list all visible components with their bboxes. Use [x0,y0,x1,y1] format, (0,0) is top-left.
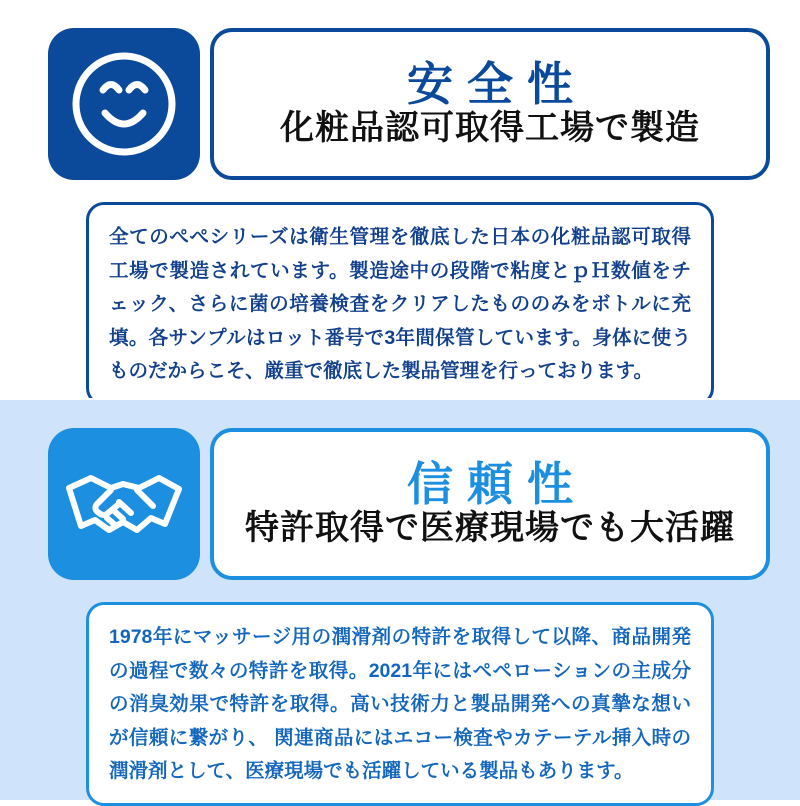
safety-body-text: 全てのぺぺシリーズは衛生管理を徹底した日本の化粧品認可取得工場で製造されています。製造途中の段階で粘度とｐＨ数値をチェック、さらに菌の培養検査をクリアしたもののみをボトルに充填。各サンプルはロット番号で3年間保管しています。身体に使うものだからこそ、厳重で徹底した製品管理を行っております。 [109,226,691,383]
section-reliability [0,400,800,800]
safety-body-card [86,202,714,406]
reliability-subtitle: 特許取得で医療現場でも大活躍 [245,510,735,548]
reliability-title-card [210,428,770,580]
safety-header [20,28,780,180]
smiling-face-icon [48,28,200,180]
reliability-header [20,428,780,580]
handshake-icon [48,428,200,580]
section-safety [0,0,800,400]
safety-subtitle: 化粧品認可取得工場で製造 [280,110,700,148]
reliability-body-text: 1978年にマッサージ用の潤滑剤の特許を取得して以降、商品開発の過程で数々の特許を取得。2021年にはペペローションの主成分の消臭効果で特許を取得。高い技術力と製品開発への真摯な想いが信頼に繋がり、 関連商品にはエコー検査やカテーテル挿入時の潤滑剤として、医療現場でも活躍している製品もあります。 [109,626,691,783]
safety-title: 安全性 [407,58,587,111]
safety-title-card [210,28,770,180]
reliability-title: 信頼性 [407,458,587,511]
reliability-body-card [86,602,714,806]
